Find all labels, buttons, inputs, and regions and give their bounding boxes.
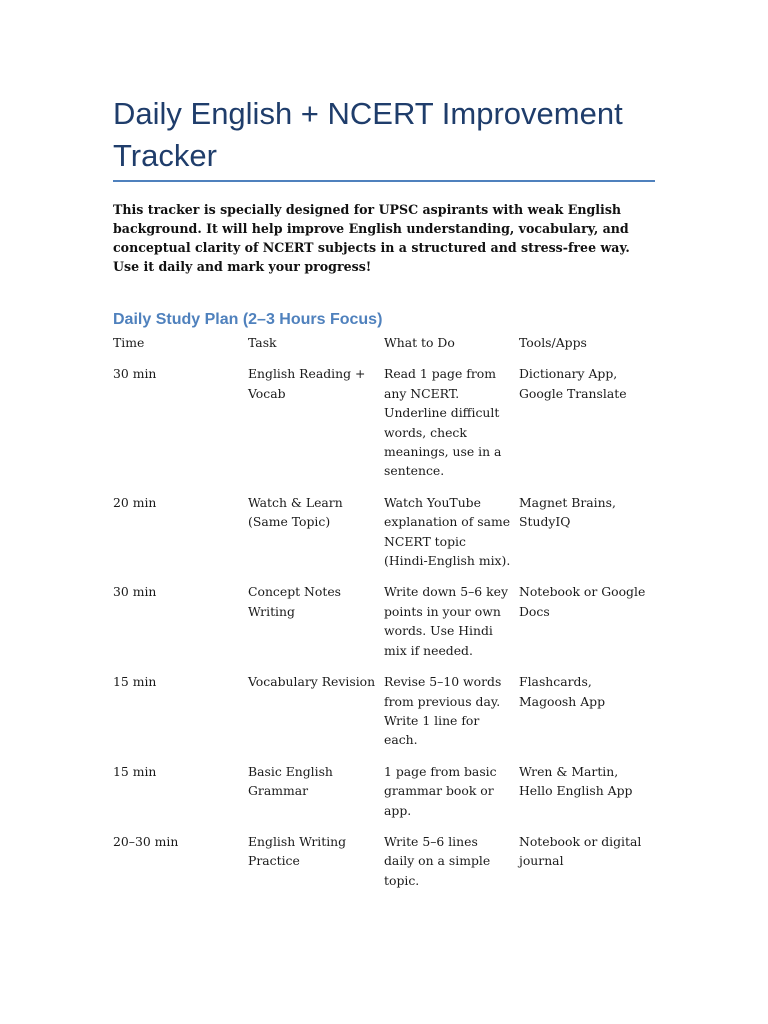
cell-time: 20–30 min bbox=[113, 833, 179, 849]
header-tools-apps: Tools/Apps bbox=[519, 335, 587, 350]
cell-time: 30 min bbox=[113, 366, 157, 382]
cell-time: 15 min bbox=[113, 763, 157, 779]
header-what-to-do: What to Do bbox=[384, 335, 455, 350]
cell-tools: Notebook or Google Docs bbox=[519, 584, 646, 619]
table-header-row bbox=[109, 333, 653, 364]
cell-tools: Flashcards, Magoosh App bbox=[519, 674, 606, 709]
cell-time: 20 min bbox=[113, 494, 157, 510]
cell-time: 30 min bbox=[113, 584, 157, 600]
cell-task: English Reading + Vocab bbox=[248, 366, 366, 401]
header-task: Task bbox=[248, 335, 277, 350]
header-time: Time bbox=[113, 335, 145, 350]
cell-task: Watch & Learn (Same Topic) bbox=[248, 494, 343, 530]
cell-what-to-do: Watch YouTube explanation of same NCERT topic (Hindi-English mix). bbox=[384, 494, 511, 569]
table-row bbox=[109, 364, 653, 492]
study-plan-table bbox=[109, 333, 653, 902]
cell-task: Concept Notes Writing bbox=[248, 584, 342, 619]
cell-tools: Notebook or digital journal bbox=[519, 833, 642, 869]
table-row bbox=[109, 832, 653, 902]
cell-what-to-do: Write 5–6 lines daily on a simple topic. bbox=[384, 833, 491, 888]
cell-what-to-do: 1 page from basic grammar book or app. bbox=[384, 763, 497, 818]
cell-task: English Writing Practice bbox=[248, 833, 347, 869]
page-title: Daily English + NCERT Improvement Tracker bbox=[113, 96, 623, 173]
title-underline bbox=[113, 180, 655, 182]
table-row bbox=[109, 582, 653, 672]
cell-time: 15 min bbox=[113, 674, 157, 690]
cell-task: Basic English Grammar bbox=[248, 763, 333, 799]
cell-what-to-do: Read 1 page from any NCERT. Underline difficult words, check meanings, use in a sentence. bbox=[384, 366, 502, 479]
table-row bbox=[109, 762, 653, 832]
cell-what-to-do: Write down 5–6 key points in your own words. Use Hindi mix if needed. bbox=[384, 584, 508, 658]
section-heading: Daily Study Plan (2–3 Hours Focus) bbox=[113, 311, 383, 328]
table-row bbox=[109, 672, 653, 762]
cell-what-to-do: Revise 5–10 words from previous day. Write 1 line for each. bbox=[384, 674, 502, 748]
cell-tools: Dictionary App, Google Translate bbox=[519, 366, 627, 401]
cell-task: Vocabulary Revision bbox=[248, 674, 376, 690]
intro-paragraph: This tracker is specially designed for UPSC aspirants with weak English background. It will help improve English understanding, vocabulary, and conceptual clarity of NCERT subjects in a structured and stress-free way. Use it daily and mark your progress! bbox=[113, 202, 630, 274]
cell-tools: Magnet Brains, StudyIQ bbox=[519, 494, 616, 530]
cell-tools: Wren & Martin, Hello English App bbox=[519, 763, 633, 799]
table-row bbox=[109, 493, 653, 583]
